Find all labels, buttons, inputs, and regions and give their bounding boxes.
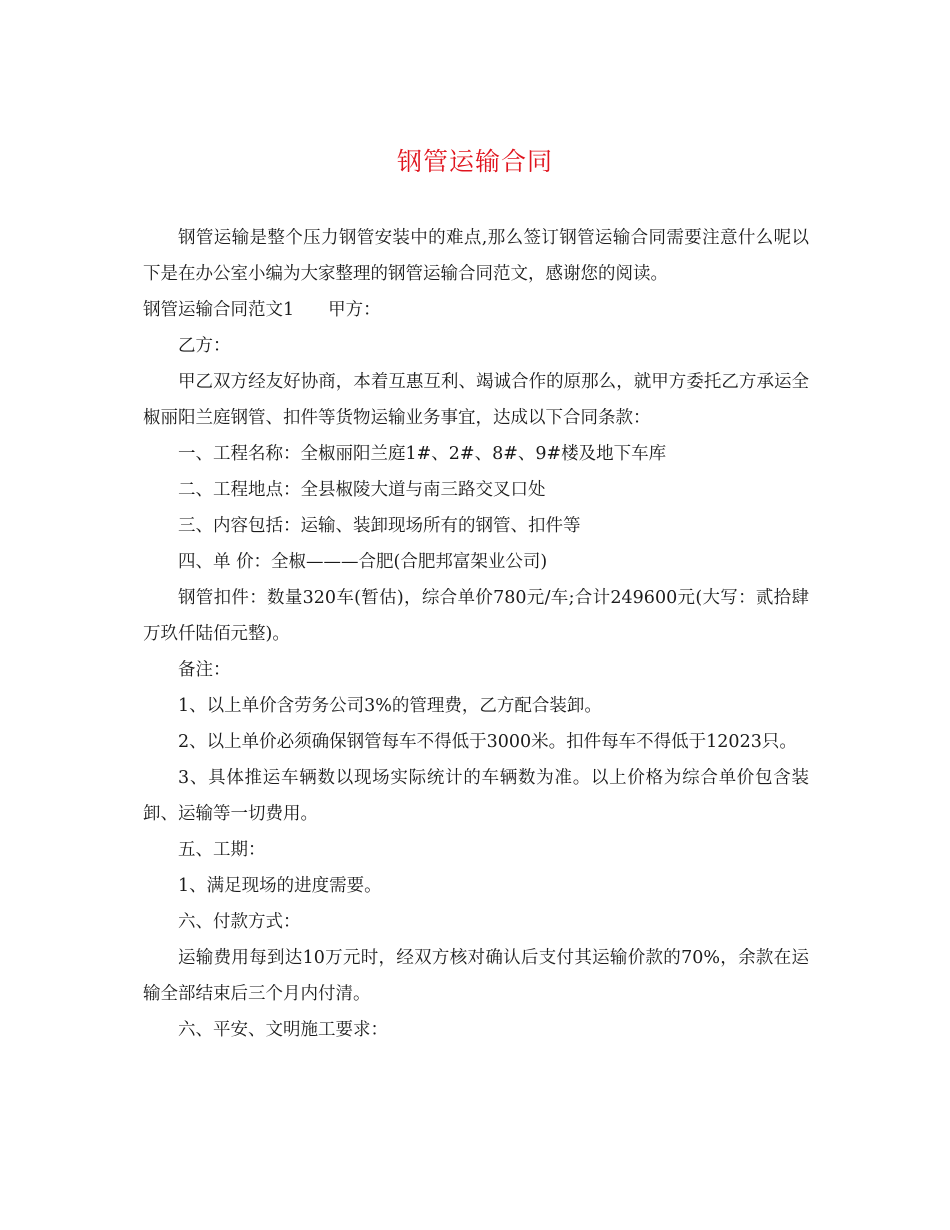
clause-project-name: 一、工程名称：全椒丽阳兰庭1#、2#、8#、9#楼及地下车库 bbox=[178, 444, 667, 464]
clause-unit-price: 四、单 价：全椒———合肥(合肥邦富架业公司) bbox=[178, 552, 548, 572]
clause-project-location: 二、工程地点：全县椒陵大道与南三路交叉口处 bbox=[178, 480, 546, 500]
party-a-label: 甲方： bbox=[328, 300, 381, 320]
remarks-heading: 备注： bbox=[178, 660, 231, 680]
document-body bbox=[143, 220, 809, 1048]
clause-quantity-total: 钢管扣件：数量320车(暂估)，综合单价780元/车;合计249600元(大写：贰拾肆万玖仟陆佰元整)。 bbox=[143, 588, 809, 644]
document-title: 钢管运输合同 bbox=[396, 147, 553, 176]
clause-content: 三、内容包括：运输、装卸现场所有的钢管、扣件等 bbox=[178, 516, 581, 536]
remark-3: 3、具体推运车辆数以现场实际统计的车辆数为准。以上价格为综合单价包含装卸、运输等一切费用。 bbox=[143, 768, 809, 824]
schedule-heading: 五、工期： bbox=[178, 840, 266, 860]
schedule-item-1: 1、满足现场的进度需要。 bbox=[178, 876, 382, 896]
payment-heading: 六、付款方式： bbox=[178, 912, 301, 932]
payment-terms: 运输费用每到达10万元时，经双方核对确认后支付其运输价款的70%，余款在运输全部结束后三个月内付清。 bbox=[143, 948, 809, 1004]
safety-heading: 六、平安、文明施工要求： bbox=[178, 1020, 388, 1040]
remark-1: 1、以上单价含劳务公司3%的管理费，乙方配合装卸。 bbox=[178, 696, 602, 716]
sample-heading-line bbox=[143, 292, 809, 328]
intro-paragraph: 钢管运输是整个压力钢管安装中的难点,那么签订钢管运输合同需要注意什么呢以下是在办公室小编为大家整理的钢管运输合同范文，感谢您的阅读。 bbox=[143, 228, 809, 284]
party-b-label: 乙方： bbox=[178, 336, 231, 356]
remark-2: 2、以上单价必须确保钢管每车不得低于3000米。扣件每车不得低于12023只。 bbox=[178, 732, 797, 752]
sample-heading: 钢管运输合同范文1 bbox=[143, 300, 295, 320]
agreement-paragraph: 甲乙双方经友好协商，本着互惠互利、竭诚合作的原那么，就甲方委托乙方承运全椒丽阳兰庭钢管、扣件等货物运输业务事宜，达成以下合同条款： bbox=[143, 372, 809, 428]
